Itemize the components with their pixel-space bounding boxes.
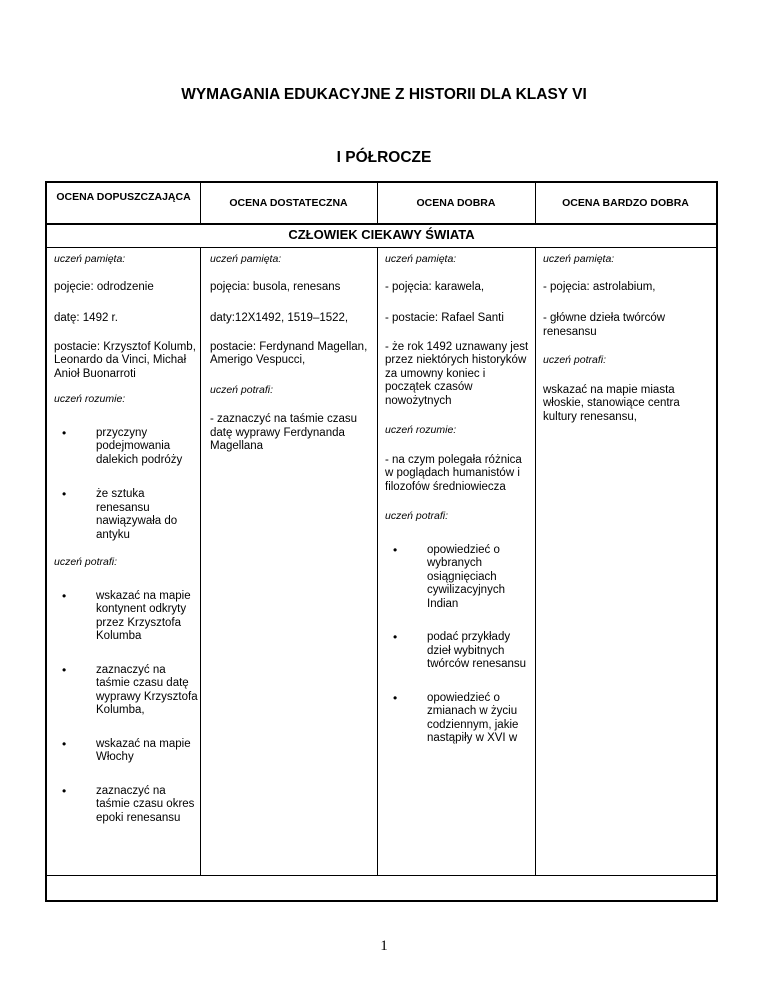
- label-rozumie: uczeń rozumie:: [385, 424, 457, 436]
- header-divider: [47, 223, 716, 225]
- header-dostateczna: OCENA DOSTATECZNA: [229, 197, 348, 209]
- label-potrafi: uczeń potrafi:: [54, 556, 118, 568]
- label-potrafi: uczeń potrafi:: [210, 383, 274, 396]
- column-dopuszczajaca: [54, 253, 198, 825]
- column-dostateczna: [210, 253, 375, 454]
- page-number: 1: [380, 938, 388, 954]
- label-pamieta: uczeń pamięta:: [385, 253, 457, 265]
- list-item: • podać przykłady dzieł wybitnych twórców renesansu: [385, 631, 533, 672]
- data-text: datę: 1492 r.: [54, 312, 118, 324]
- postacie-text: - postacie: Rafael Santi: [385, 312, 504, 324]
- pojecia-text: - pojęcia: astrolabium,: [543, 280, 656, 293]
- list-item: • wskazać na mapie Włochy: [54, 738, 198, 765]
- daty-text: daty:12X1492, 1519–1522,: [210, 312, 349, 324]
- list-item: • wskazać na mapie kontynent odkryty przez Krzysztofa Kolumba: [54, 590, 198, 644]
- label-pamieta: uczeń pamięta:: [54, 253, 126, 265]
- rok-1492-text: - że rok 1492 uznawany jest przez niektórych historyków za umowny koniec i początek czasów nowożytnych: [385, 340, 529, 407]
- dziela-text: - główne dzieła twórców renesansu: [543, 312, 666, 338]
- header-bardzo-dobra: OCENA BARDZO DOBRA: [562, 197, 689, 209]
- list-item: • zaznaczyć na taśmie czasu datę wyprawy Krzysztofa Kolumba,: [54, 664, 198, 718]
- col-divider: [377, 248, 378, 875]
- semester-heading: I PÓŁROCZE: [336, 149, 432, 166]
- section-divider: [47, 247, 716, 248]
- label-rozumie: uczeń rozumie:: [54, 393, 126, 405]
- potrafi-text: - zaznaczyć na taśmie czasu datę wyprawy Ferdynanda Magellana: [210, 413, 358, 452]
- section-title: CZŁOWIEK CIEKAWY ŚWIATA: [288, 227, 475, 242]
- label-pamieta: uczeń pamięta:: [543, 253, 615, 265]
- list-item: • opowiedzieć o zmianach w życiu codziennym, jakie nastąpiły w XVI w: [385, 692, 533, 746]
- header-dopuszczajaca: OCENA DOPUSZCZAJĄCA: [56, 191, 191, 203]
- list-item: • że sztuka renesansu nawiązywała do antyku: [54, 488, 198, 542]
- pojecia-text: pojęcia: busola, renesans: [210, 280, 341, 293]
- rozumie-text: - na czym polegała różnica w poglądach humanistów i filozofów średniowiecza: [385, 453, 522, 493]
- pojecie-text: pojęcie: odrodzenie: [54, 280, 154, 293]
- pojecia-text: - pojęcia: karawela,: [385, 280, 485, 293]
- col-divider: [200, 248, 201, 875]
- list-item: • przyczyny podejmowania dalekich podróży: [54, 427, 198, 468]
- document-title: WYMAGANIA EDUKACYJNE Z HISTORII DLA KLASY VI: [181, 86, 587, 103]
- column-dobra: [385, 253, 533, 746]
- postacie-text: postacie: Krzysztof Kolumb, Leonardo da Vinci, Michał Anioł Buonarroti: [54, 340, 196, 380]
- requirements-table: [45, 181, 718, 902]
- potrafi-text: wskazać na mapie miasta włoskie, stanowiące centra kultury renesansu,: [543, 383, 680, 423]
- label-pamieta: uczeń pamięta:: [210, 253, 282, 265]
- col-divider: [535, 248, 536, 875]
- label-potrafi: uczeń potrafi:: [385, 510, 449, 522]
- header-dobra: OCENA DOBRA: [416, 197, 496, 209]
- postacie-text: postacie: Ferdynand Magellan, Amerigo Vespucci,: [210, 340, 368, 366]
- footer-divider: [47, 875, 716, 876]
- list-item: • opowiedzieć o wybranych osiągnięciach cywilizacyjnych Indian: [385, 544, 533, 612]
- list-item: • zaznaczyć na taśmie czasu okres epoki renesansu: [54, 785, 198, 826]
- label-potrafi: uczeń potrafi:: [543, 354, 607, 366]
- column-bardzo-dobra: [543, 253, 713, 424]
